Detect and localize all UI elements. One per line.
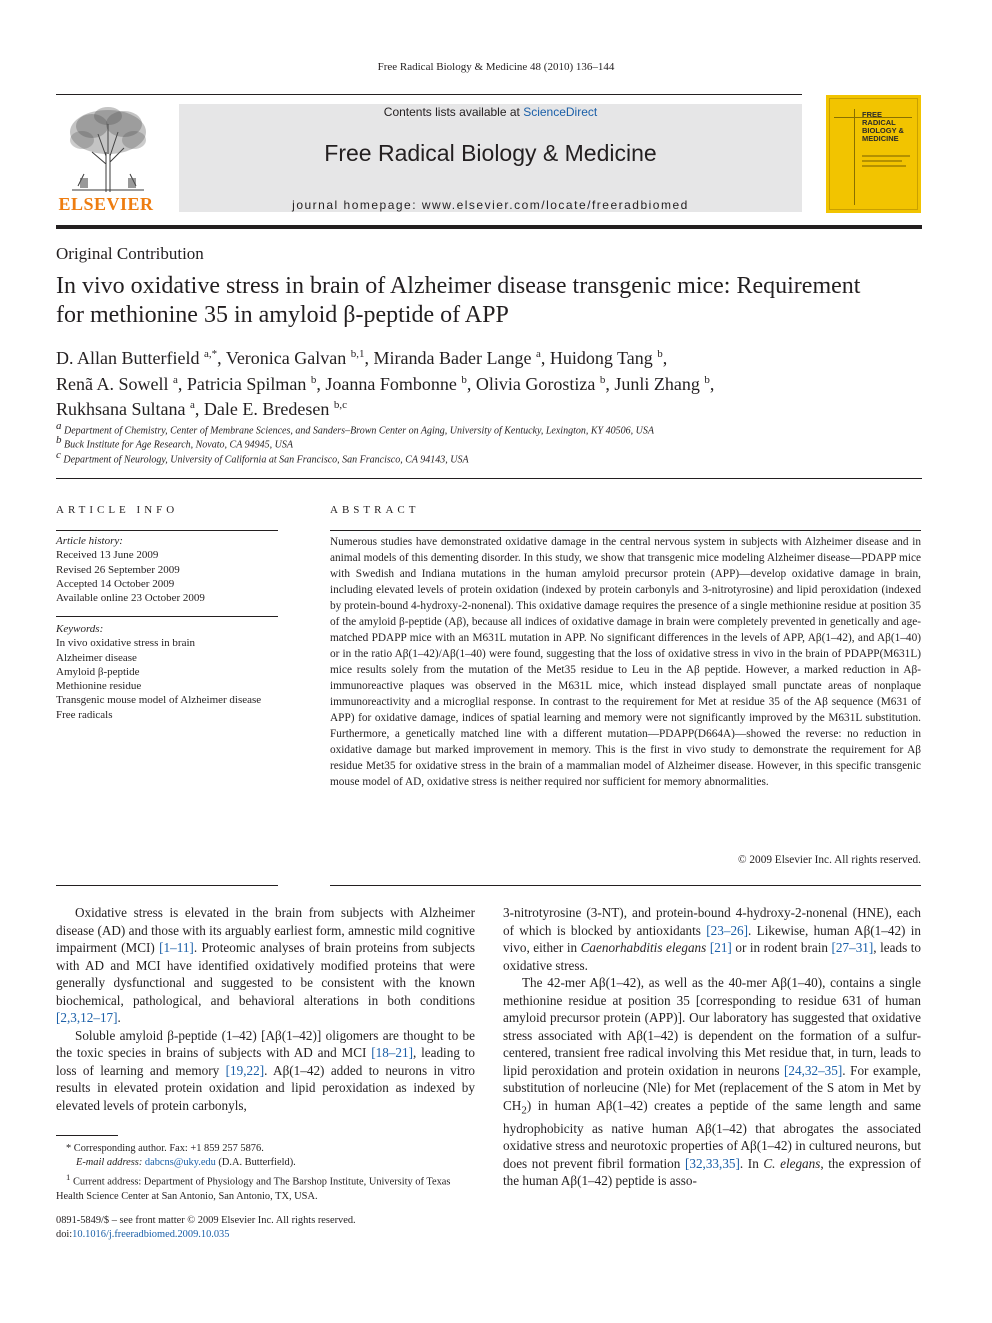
affiliation-text: Department of Chemistry, Center of Membrane Sciences, and Sanders–Brown Center on Aging, University of Kentucky, Lexington, KY 40506, USA	[64, 425, 654, 437]
footnote-1: $^1$ Current address: Department of Physiology and The Barshop Institute, University of Texas Health Science Center at San Antonio, San Antonio, TX, USA.	[56, 1172, 451, 1203]
body-paragraph	[503, 904, 921, 974]
article-title	[56, 272, 926, 330]
keywords-label: Keywords:	[56, 623, 104, 635]
author-name: Rukhsana Sultana	[56, 399, 186, 419]
elsevier-wordmark: ELSEVIER	[58, 194, 154, 214]
footnote-email	[56, 1156, 476, 1170]
footnote-rule	[56, 1135, 118, 1136]
history-item: Received 13 June 2009	[56, 549, 159, 562]
footnote-text: Current address: Department of Physiology and The Barshop Institute, University of Texas Health Science Center at San Antonio, San Antonio, TX, USA.	[56, 1176, 451, 1203]
title-line-1: In vivo oxidative stress in brain of Alzheimer disease transgenic mice: Requirement	[56, 273, 861, 299]
keyword: Free radicals	[56, 708, 113, 721]
abstract-rule	[330, 530, 921, 531]
article-section: Original Contribution	[56, 244, 204, 263]
author-sup[interactable]: b	[599, 373, 606, 386]
body-paragraph	[503, 974, 921, 1190]
article-info-heading: ARTICLE INFO	[56, 504, 179, 516]
email-link[interactable]: dabcns@uky.edu	[144, 1157, 216, 1169]
affiliation-sup: b	[56, 434, 62, 446]
body-text: Soluble amyloid β-peptide (1–42) [Aβ(1–42)] oligomers are thought to be the toxic species in brains of subjects with AD and MCI	[56, 1027, 475, 1060]
body-text: . Aβ(1–42) added to neurons in vitro results in elevated protein oxidation and lipid peroxidation as indexed by elevated levels of protein carbonyls,	[56, 1062, 476, 1113]
header-thick-rule	[56, 225, 922, 229]
citation-link[interactable]: [2,3,12–17]	[56, 1010, 118, 1025]
keywords-rule	[56, 616, 278, 617]
body-text: The 42-mer Aβ(1–42), as well as the 40-mer Aβ(1–40), contains a single methionine residue at position 35 [corresponding to residue 631 of human amyloid precursor protein (APP)]. Our laboratory has suggested that oxidative stress associated with Aβ(1–42) is dependent on the formation of a sulfur-centered, transient free radical involving this Met residue that, in turn, leads to lipid peroxidation and protein oxidation in neurons	[503, 975, 921, 1078]
footnote-text: Corresponding author. Fax: +1 859 257 5876.	[73, 1143, 264, 1154]
body-text: . In	[739, 1155, 764, 1171]
species-name: C. elegans	[763, 1155, 821, 1171]
email-label: E-mail address:	[76, 1157, 143, 1169]
body-paragraph	[56, 1027, 475, 1115]
citation-link[interactable]: [18–21]	[371, 1045, 413, 1060]
keywords	[56, 622, 278, 722]
journal-homepage[interactable]: journal homepage: www.elsevier.com/locate/freeradbiomed	[292, 198, 689, 212]
footnote-corresponding: * Corresponding author. Fax: +1 859 257 5876.	[66, 1143, 264, 1154]
author-name: Miranda Bader Lange	[373, 348, 532, 368]
author-name: Renã A. Sowell	[56, 373, 169, 394]
author-list	[56, 344, 926, 421]
doi-prefix: doi:	[56, 1229, 73, 1240]
author-name: Veronica Galvan	[225, 348, 347, 368]
citation-link[interactable]: [27–31]	[831, 940, 874, 955]
article-history	[56, 534, 278, 605]
info-bottom-rule	[56, 885, 278, 886]
citation-link[interactable]: [1–11]	[159, 940, 194, 955]
keyword: Methionine residue	[56, 680, 142, 693]
author-name: Dale E. Bredesen	[203, 399, 330, 419]
email-suffix: (D.A. Butterfield).	[215, 1157, 296, 1169]
article-info-rule	[56, 530, 278, 531]
keyword: Amyloid β-peptide	[56, 665, 140, 678]
author-line-2: Renã A. Sowell $^a$, Patricia Spilman $^b$, Joanna Fombonne $^b$, Olivia Gorostiza $^b$, Junli Zhang $^b$,	[56, 373, 715, 394]
issn-line: 0891-5849/$ – see front matter © 2009 Elsevier Inc. All rights reserved.	[56, 1215, 356, 1226]
abstract-heading: ABSTRACT	[330, 504, 420, 516]
affiliation-text: Buck Institute for Age Research, Novato, CA 94945, USA	[64, 439, 293, 451]
author-name: D. Allan Butterfield	[56, 348, 200, 368]
affiliation	[56, 449, 926, 465]
author-sup[interactable]: b	[310, 373, 317, 386]
subscript: 2	[521, 1104, 527, 1117]
affiliation-sup: a	[56, 420, 62, 432]
citation-link[interactable]: [21]	[709, 940, 732, 955]
author-name: Huidong Tang	[549, 348, 653, 368]
history-item: Revised 26 September 2009	[56, 563, 180, 576]
abstract-text: Numerous studies have demonstrated oxidative damage in the central nervous system in subjects with Alzheimer disease and in animal models of this dementing disorder. In this study, we show that transgenic mice modeling Alzheimer disease—PDAPP mice with Swedish and Indiana mutations in the human amyloid precursor protein (APP)—develop oxidative damage in brain, including elevated levels of protein oxidation (indexed by protein carbonyls and 3-nitrotyrosine) and lipid peroxidation (indexed by protein-bound 4-hydroxy-2-nonenal). This oxidative damage requires the presence of a single methionine residue at position 35 of the amyloid β-peptide (Aβ), because all indices of oxidative damage in brain were completely prevented in genetically and age-matched PDAPP mice with an M631L mutation in APP. No significant differences in the levels of APP, Aβ(1–42), and Aβ(1–40) or in the ratio Aβ(1–42)/Aβ(1–40) were found, suggesting that the loss of oxidative stress in vivo in the brain of PDAPP(M631L) mice results solely from the mutation of the Met35 residue to Leu in the Aβ peptide. However, a marked reduction in Aβ-immunoreactive plaques was observed in the M631L mice, which instead displayed small punctate areas of nonplaque immunoreactivity and a microglial response. In contrast to the requirement for Met at residue 35 of the Aβ sequence (M631 of APP) for oxidative damage, indices of spatial learning and memory were not significantly improved by the M631L substitution. Furthermore, a genetically matched line with a different mutation—PDAPP(D664A)—showed the reverse: no reduction in oxidative damage but marked improvement in memory. This is the first in vivo study to demonstrate the requirement for Aβ residue Met35 for oxidative stress in the brain of a mammalian model of Alzheimer disease. However, in this specific transgenic mouse model of AD, oxidative stress is neither required nor sufficient for memory abnormalities.	[330, 536, 921, 788]
author-name: Joanna Fombonne	[325, 373, 457, 394]
author-sup[interactable]: b,c	[333, 399, 347, 411]
affiliation-sup: c	[56, 449, 61, 461]
author-sup[interactable]: a	[189, 399, 195, 411]
body-right-column	[503, 904, 921, 1190]
sciencedirect-link[interactable]: ScienceDirect	[523, 105, 598, 119]
keyword: Alzheimer disease	[56, 651, 137, 664]
doi-link[interactable]: 10.1016/j.freeradbiomed.2009.10.035	[72, 1229, 230, 1240]
contents-line	[179, 105, 802, 119]
body-text: 3-nitrotyrosine (3-NT), and protein-bound 4-hydroxy-2-nonenal (HNE), each of which is blocked by antioxidants	[503, 905, 921, 938]
history-item: Accepted 14 October 2009	[56, 577, 175, 590]
author-line-3: Rukhsana Sultana $^a$, Dale E. Bredesen $^{b,c}$	[56, 399, 347, 419]
body-text: , leading to loss of learning and memory	[56, 1045, 475, 1078]
body-text: . Proteomic analyses of brain proteins from subjects with AD and MCI have identified oxidatively modified proteins that were generally dysfunctional and suggested to be consistent with the known biochemical, pathological, and behavioral alterations in both conditions	[56, 940, 475, 1008]
citation-link[interactable]: [19,22]	[225, 1062, 265, 1078]
author-sup[interactable]: b	[657, 348, 663, 360]
body-left-column	[56, 904, 475, 1114]
body-text: , the expression of the human Aβ(1–42) peptide is asso-	[503, 1155, 921, 1189]
body-text: . For example, substitution of norleucine (Nle) for Met (replacement of the S atom in Met by CH	[503, 1062, 921, 1113]
citation-link[interactable]: [24,32–35]	[784, 1062, 843, 1078]
body-text: or in rodent brain	[731, 940, 832, 955]
title-line-2: for methionine 35 in amyloid β-peptide of APP	[56, 302, 509, 328]
citation-link[interactable]: [32,33,35]	[684, 1155, 740, 1171]
body-text: , leads to oxidative stress.	[503, 940, 922, 973]
citation-link[interactable]: [23–26]	[706, 922, 749, 938]
affiliation	[56, 434, 926, 450]
contents-prefix: Contents lists available at	[383, 105, 524, 119]
author-sup[interactable]: a	[173, 373, 178, 386]
author-name: Olivia Gorostiza	[475, 373, 596, 394]
abstract-copyright: © 2009 Elsevier Inc. All rights reserved.	[737, 854, 921, 866]
body-text: Oxidative stress is elevated in the brain from subjects with Alzheimer disease (AD) and those with its arguably earliest form, amnestic mild cognitive impairment (MCI)	[56, 905, 475, 955]
species-name: Caenorhabditis elegans	[580, 940, 707, 955]
doi-line	[56, 1228, 476, 1242]
author-name: Junli Zhang	[614, 373, 700, 394]
author-sup[interactable]: b	[461, 373, 467, 386]
history-label: Article history:	[56, 535, 123, 547]
elsevier-tree-logo	[62, 104, 154, 194]
author-sup[interactable]: b	[704, 373, 710, 386]
keyword: In vivo oxidative stress in brain	[56, 637, 196, 650]
cover-title: FREE RADICAL BIOLOGY & MEDICINE	[862, 110, 904, 143]
journal-cover-image	[826, 95, 921, 213]
author-sup[interactable]: b,1	[350, 348, 365, 360]
keyword: Transgenic mouse model of Alzheimer disease	[56, 694, 262, 707]
footnotes	[56, 1142, 476, 1204]
history-item: Available online 23 October 2009	[56, 592, 205, 605]
body-text: ) in human Aβ(1–42) creates a peptide of the same length and same hydrophobicity as native human Aβ(1–42) that abrogates the associated oxidative stress and neurotoxic properties of Aβ(1–42) in cultured neurons, but does not prevent fibril formation	[503, 1097, 921, 1171]
author-sup[interactable]: a,*	[203, 348, 218, 360]
header-rule	[56, 94, 802, 95]
affiliation-text: Department of Neurology, University of California at San Francisco, San Francisco, CA 94143, USA	[63, 454, 469, 466]
author-line-1: D. Allan Butterfield $^{a,*}$, Veronica Galvan $^{b,1}$, Miranda Bader Lange $^a$, Huidong Tang $^b$,	[56, 348, 668, 368]
author-name: Patricia Spilman	[186, 373, 307, 394]
author-sup[interactable]: a	[535, 348, 541, 360]
running-head: Free Radical Biology & Medicine 48 (2010) 136–144	[377, 61, 615, 73]
abstract-bottom-rule	[330, 885, 921, 886]
affiliation-rule	[56, 478, 922, 479]
body-text: .	[117, 1010, 121, 1025]
body-paragraph	[56, 904, 475, 1027]
body-text: . Likewise, human Aβ(1–42) in vivo, either in	[503, 922, 922, 955]
journal-name: Free Radical Biology & Medicine	[324, 140, 657, 166]
